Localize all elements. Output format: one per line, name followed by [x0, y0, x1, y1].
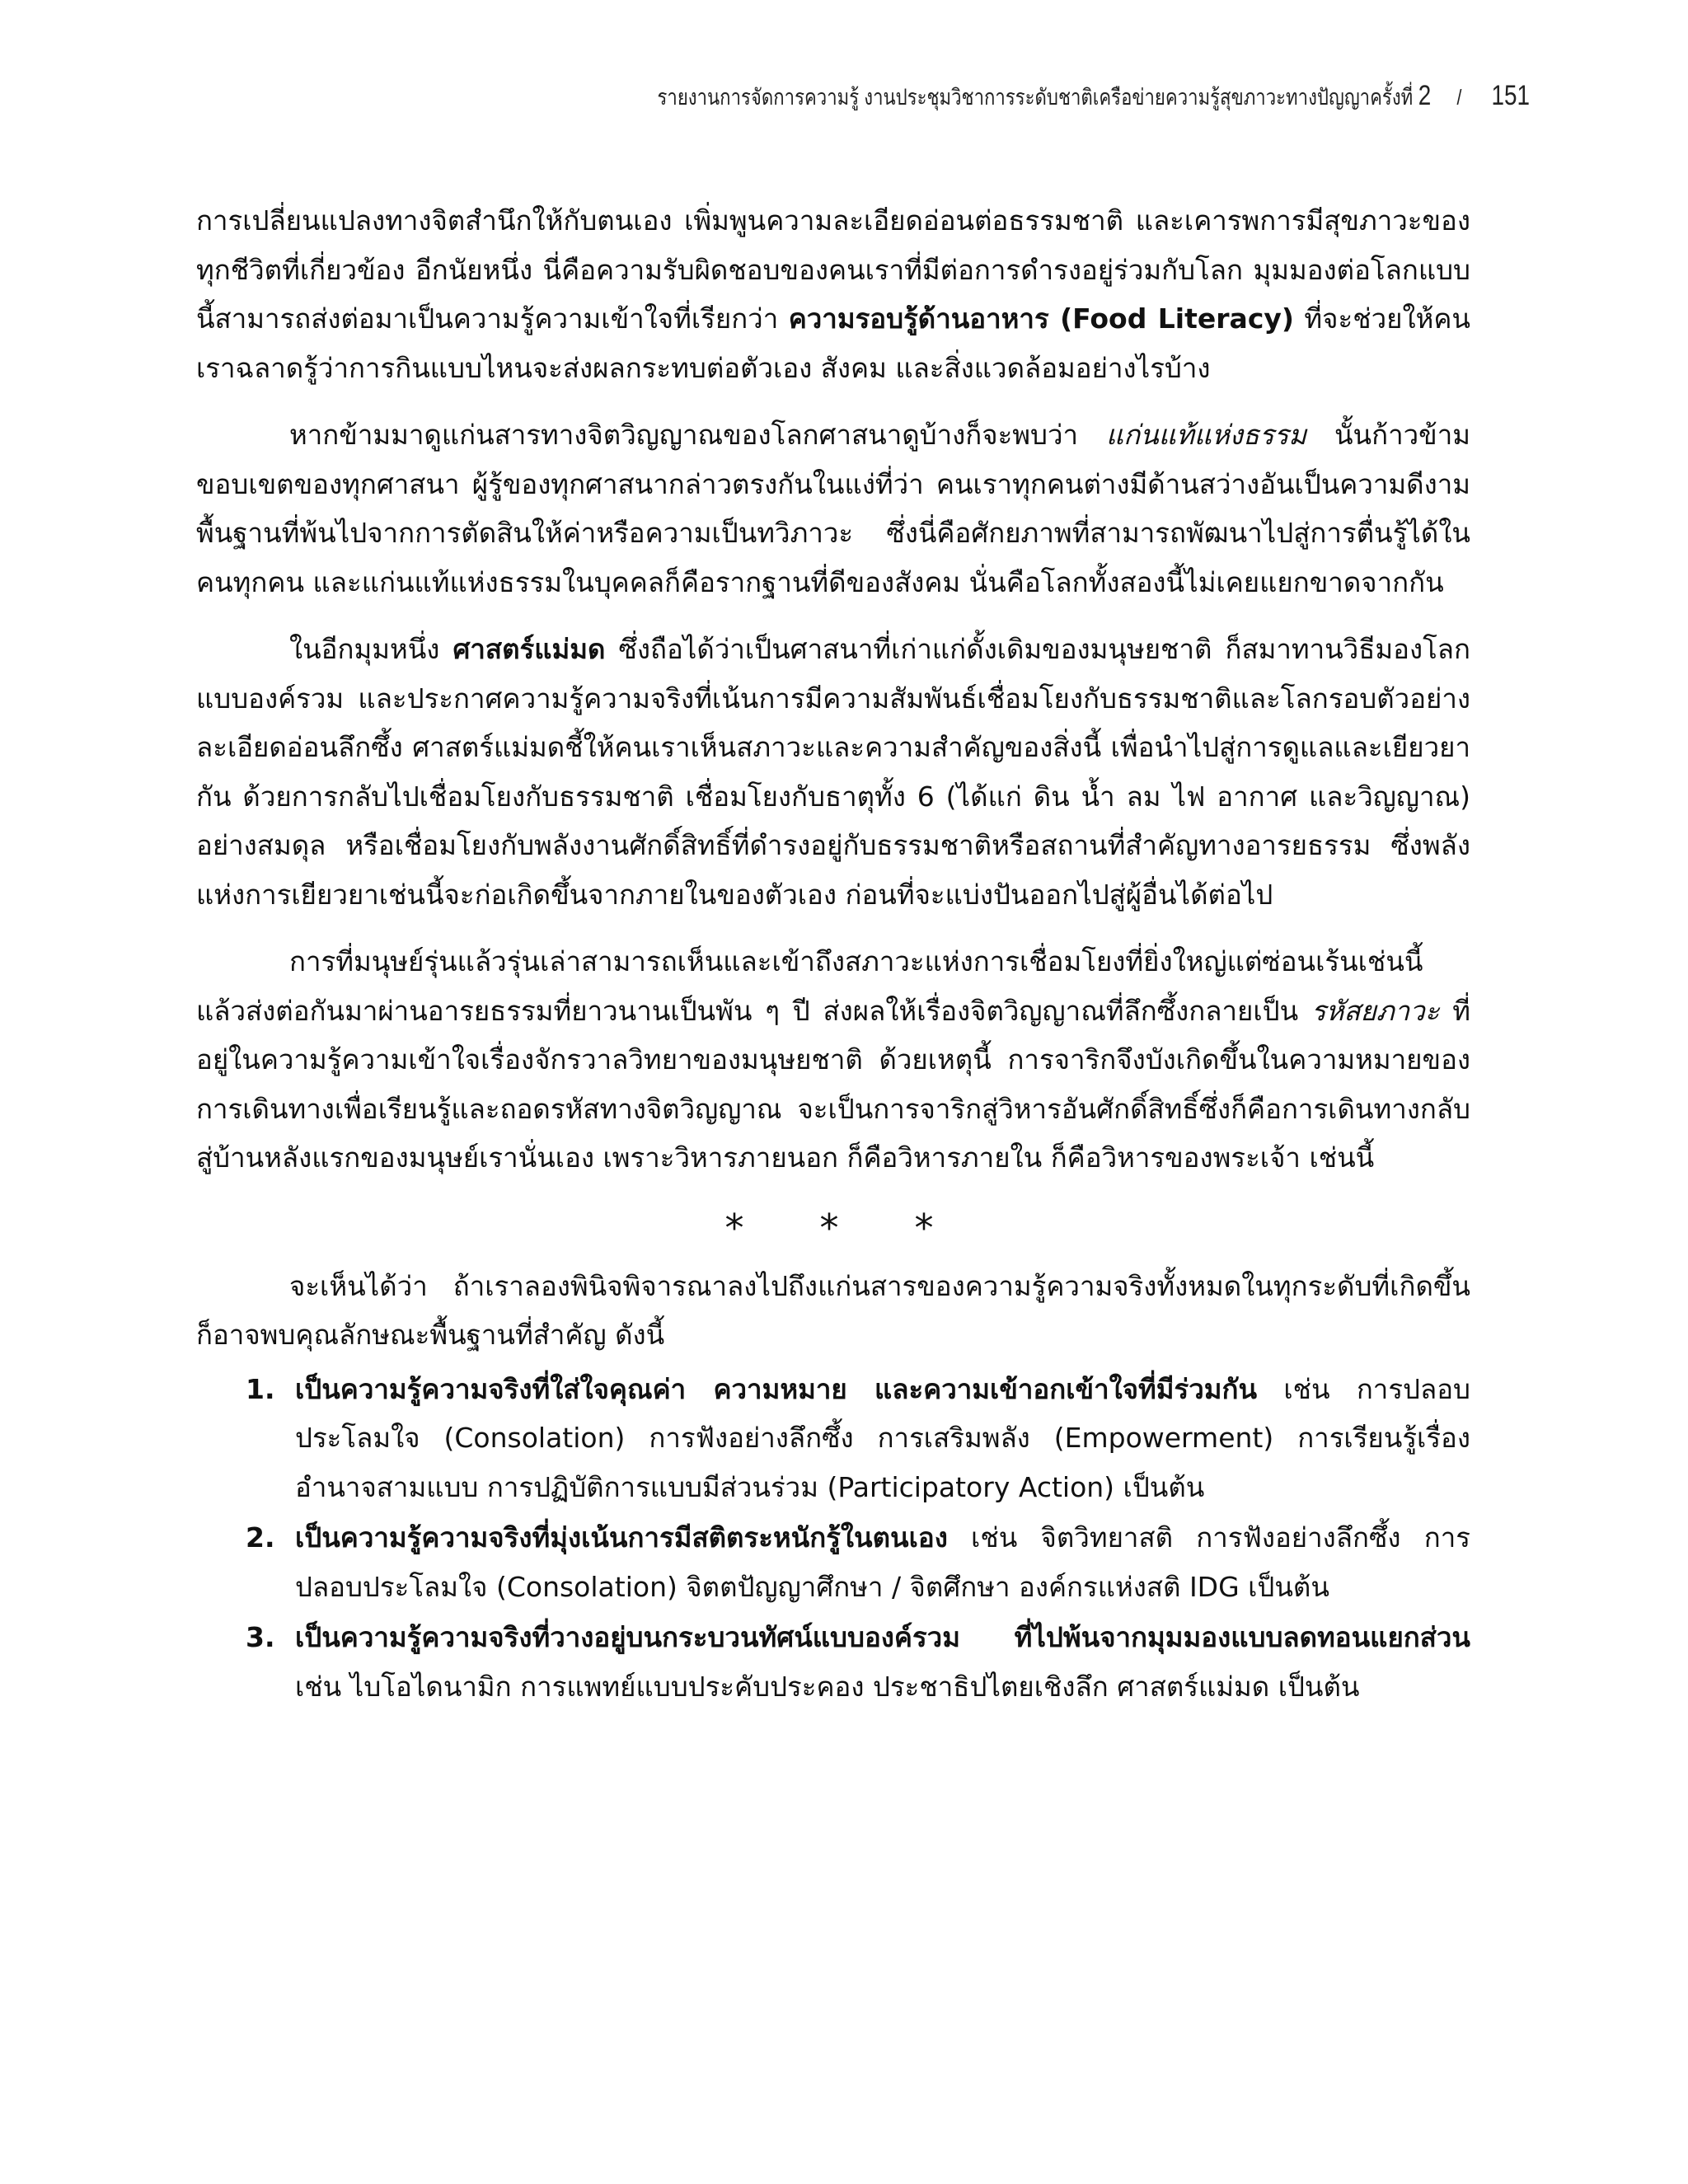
list-item-body [295, 1365, 1470, 1512]
paragraph-witchcraft [196, 625, 1470, 919]
features-list [196, 1365, 1470, 1712]
running-header [657, 79, 1530, 120]
asterisk-icon: * [724, 1205, 744, 1250]
paragraph-text: ที่จะช่วยให้คนเราฉลาดรู้ว่าการกินแบบไหนจะส่งผลกระทบต่อตัวเอง สังคม และสิ่งแวดล้อมอย่างไรบ้าง [196, 302, 1470, 384]
list-number: 2. [246, 1521, 275, 1554]
paragraph-text: หากข้ามมาดูแก่นสารทางจิตวิญญาณของโลกศาสนาดูบ้างก็จะพบว่า [289, 419, 1106, 451]
paragraph-essence-of-dharma [196, 410, 1470, 607]
list-item-heading: เป็นความรู้ความจริงที่วางอยู่บนกระบวนทัศน์แบบองค์รวม ที่ไปพ้นจากมุมมองแบบลดทอนแยกส่วน [295, 1621, 1470, 1653]
header-issue-number: 2 [1418, 80, 1432, 111]
list-item-heading: เป็นความรู้ความจริงที่ใส่ใจคุณค่า ความหมาย และความเข้าอกเข้าใจที่มีร่วมกัน [295, 1372, 1258, 1405]
page-number: 151 [1491, 80, 1530, 111]
paragraph-text: ในอีกมุมหนึ่ง [289, 633, 453, 665]
asterisk-icon: * [914, 1205, 934, 1250]
list-number: 3. [246, 1621, 275, 1653]
list-item [196, 1513, 1470, 1611]
list-item-text: เช่น จิตวิทยาสติ การฟังอย่างลึกซึ้ง การปลอบประโลมใจ (Consolation) จิตตปัญญาศึกษา / จิตศึกษา องค์กรแห่งสติ IDG เป็นต้น [295, 1521, 1470, 1603]
section-break [196, 1199, 1470, 1257]
list-item [196, 1365, 1470, 1512]
paragraph-pilgrimage [196, 937, 1470, 1183]
italic-term-mysticism: รหัสยภาวะ [1311, 994, 1440, 1027]
asterisk-icon: * [819, 1205, 839, 1250]
paragraph-text: การที่มนุษย์รุ่นแล้วรุ่นเล่าสามารถเห็นและเข้าถึงสภาวะแห่งการเชื่อมโยงที่ยิ่งใหญ่แต่ซ่อนเร้นเช่นนี้ แล้วส่งต่อกันมาผ่านอารยธรรมที่ยาวนานเป็นพัน ๆ ปี ส่งผลให้เรื่องจิตวิญญาณที่ลึกซึ้งกลายเป็น [196, 945, 1423, 1027]
italic-term-essence-of-dharma: แก่นแท้แห่งธรรม [1105, 419, 1307, 451]
paragraph-text: นั้นก้าวข้ามขอบเขตของทุกศาสนา ผู้รู้ของทุกศาสนากล่าวตรงกันในแง่ที่ว่า คนเราทุกคนต่างมีด้านสว่างอันเป็นความดีงามพื้นฐานที่พ้นไปจากการตัดสินให้ค่าหรือความเป็นทวิภาวะ ซึ่งนี่คือศักยภาพที่สามารถพัฒนาไปสู่การตื่นรู้ได้ในคนทุกคน และแก่นแท้แห่งธรรมในบุคคลก็คือรากฐานที่ดีของสังคม นั่นคือโลกทั้งสองนี้ไม่เคยแยกขาดจากกัน [196, 419, 1470, 598]
paragraph-food-literacy [196, 196, 1470, 392]
summary-intro: จะเห็นได้ว่า ถ้าเราลองพินิจพิจารณาลงไปถึงแก่นสารของความรู้ความจริงทั้งหมดในทุกระดับที่เกิดขึ้น ก็อาจพบคุณลักษณะพื้นฐานที่สำคัญ ดังนี้ [196, 1269, 1470, 1351]
header-separator: / [1456, 85, 1462, 110]
list-number: 1. [246, 1372, 275, 1405]
list-item [196, 1613, 1470, 1711]
bold-term-food-literacy: ความรอบรู้ด้านอาหาร (Food Literacy) [788, 302, 1294, 335]
paragraph-text: ที่อยู่ในความรู้ความเข้าใจเรื่องจักรวาลวิทยาของมนุษยชาติ ด้วยเหตุนี้ การจาริกจึงบังเกิดขึ้นในความหมายของการเดินทางเพื่อเรียนรู้และถอดรหัสทางจิตวิญญาณ จะเป็นการจาริกสู่วิหารอันศักดิ์สิทธิ์ซึ่งก็คือการเดินทางกลับสู่บ้านหลังแรกของมนุษย์เรานั่นเอง เพราะวิหารภายนอก ก็คือวิหารภายใน ก็คือวิหารของพระเจ้า เช่นนี้ [196, 994, 1470, 1174]
list-item-body [295, 1613, 1470, 1711]
paragraph-text: การเปลี่ยนแปลงทางจิตสำนึกให้กับตนเอง เพิ่มพูนความละเอียดอ่อนต่อธรรมชาติ และเคารพการมีสุขภาวะของทุกชีวิตที่เกี่ยวข้อง อีกนัยหนึ่ง นี่คือความรับผิดชอบของคนเราที่มีต่อการดำรงอยู่ร่วมกับโลก มุมมองต่อโลกแบบนี้สามารถส่งต่อมาเป็นความรู้ความเข้าใจที่เรียกว่า [196, 204, 1470, 335]
paragraph-text: ซึ่งถือได้ว่าเป็นศาสนาที่เก่าแก่ดั้งเดิมของมนุษยชาติ ก็สมาทานวิธีมองโลกแบบองค์รวม และประกาศความรู้ความจริงที่เน้นการมีความสัมพันธ์เชื่อมโยงกับธรรมชาติและโลกรอบตัวอย่างละเอียดอ่อนลึกซึ้ง ศาสตร์แม่มดชี้ให้คนเราเห็นสภาวะและความสำคัญของสิ่งนี้ เพื่อนำไปสู่การดูแลและเยียวยากัน ด้วยการกลับไปเชื่อมโยงกับธรรมชาติ เชื่อมโยงกับธาตุทั้ง 6 (ได้แก่ ดิน น้ำ ลม ไฟ อากาศ และวิญญาณ) อย่างสมดุล หรือเชื่อมโยงกับพลังงานศักดิ์สิทธิ์ที่ดำรงอยู่กับธรรมชาติหรือสถานที่สำคัญทางอารยธรรม ซึ่งพลังแห่งการเยียวยาเช่นนี้จะก่อเกิดขึ้นจากภายในของตัวเอง ก่อนที่จะแบ่งปันออกไปสู่ผู้อื่นได้ต่อไป [196, 633, 1470, 911]
list-item-text: เช่น การปลอบประโลมใจ (Consolation) การฟังอย่างลึกซึ้ง การเสริมพลัง (Empowerment) การเรียนรู้เรื่องอำนาจสามแบบ การปฏิบัติการแบบมีส่วนร่วม (Participatory Action) เป็นต้น [295, 1372, 1470, 1503]
page-body [196, 196, 1470, 1713]
header-title: รายงานการจัดการความรู้ งานประชุมวิชาการระดับชาติเครือข่ายความรู้สุขภาวะทางปัญญาครั้งที่ [657, 85, 1414, 110]
list-item-heading: เป็นความรู้ความจริงที่มุ่งเน้นการมีสติตระหนักรู้ในตนเอง [295, 1521, 948, 1554]
list-item-text: เช่น ไบโอไดนามิก การแพทย์แบบประคับประคอง ประชาธิปไตยเชิงลึก ศาสตร์แม่มด เป็นต้น [295, 1670, 1360, 1703]
bold-term-witchcraft: ศาสตร์แม่มด [452, 633, 606, 665]
list-item-body [295, 1513, 1470, 1611]
